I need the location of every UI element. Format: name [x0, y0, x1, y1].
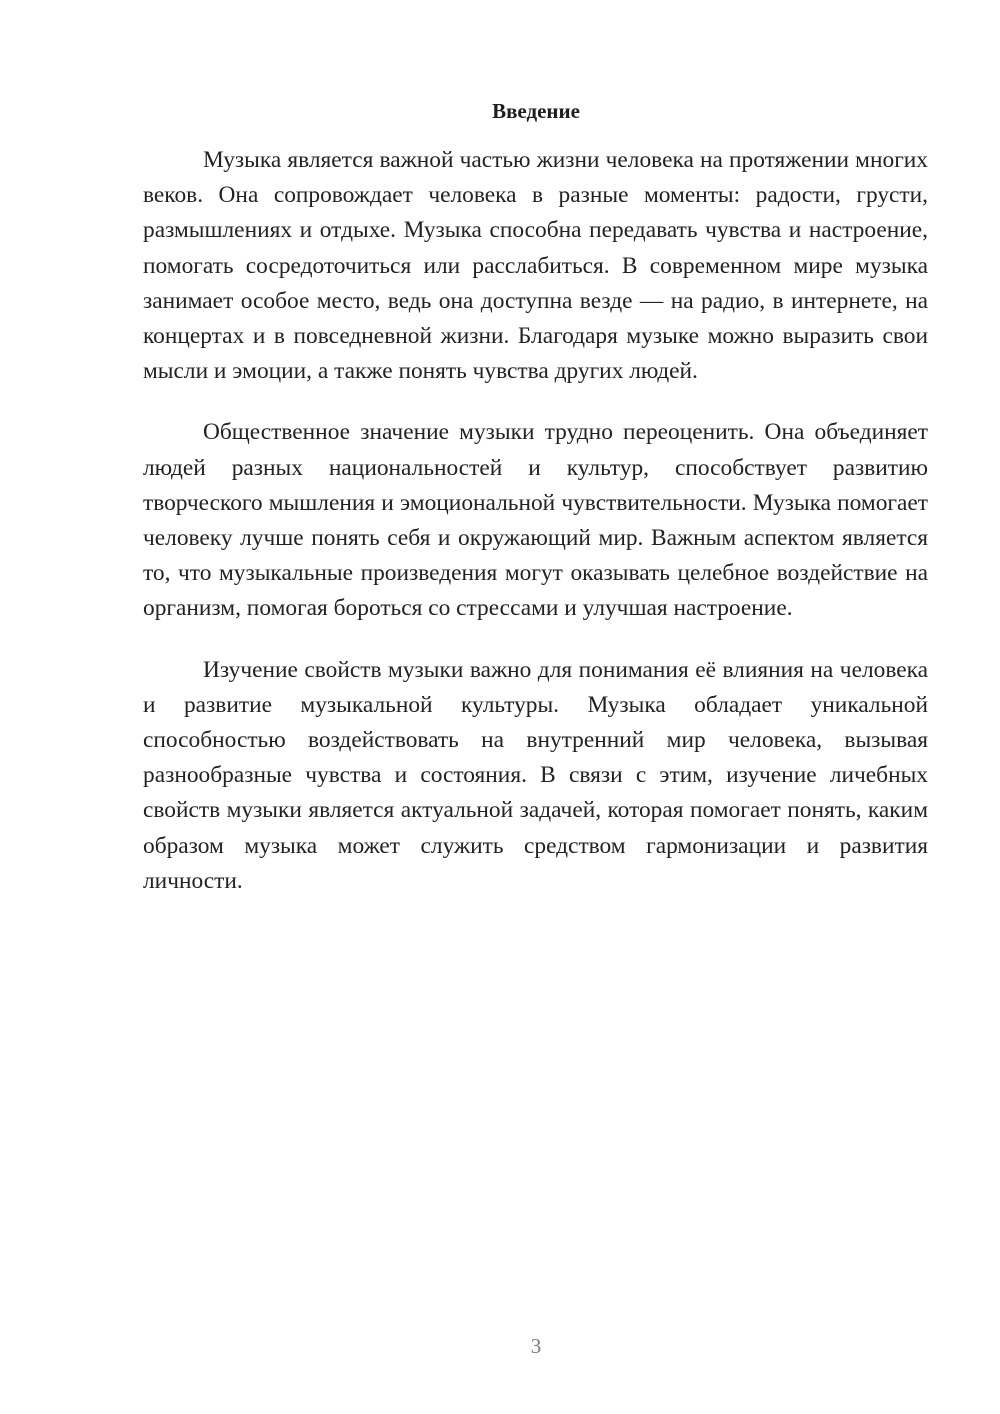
paragraph: Общественное значение музыки трудно переоценить. Она объединяет людей разных национальностей и культур, способствует развитию творческого мышления и эмоциональной чувствительности. Музыка помогает человеку лучше понять себя и окружающий мир. Важным аспектом является то, что музыкальные произведения могут оказывать целебное воздействие на организм, помогая бороться со стрессами и улучшая настроение.: [143, 419, 928, 622]
section-heading: Введение: [492, 99, 580, 123]
paragraph: Музыка является важной частью жизни человека на протяжении многих веков. Она сопровождает человека в разные моменты: радости, грусти, размышлениях и отдыхе. Музыка способна передавать чувства и настроение, помогать сосредоточиться или расслабиться. В современном мире музыка занимает особое место, ведь она доступна везде — на радио, в интернете, на концертах и в повседневной жизни. Благодаря музыке можно выразить свои мысли и эмоции, а также понять чувства других людей.: [143, 147, 928, 385]
paragraph: Изучение свойств музыки важно для понимания её влияния на человека и развитие музыкальной культуры. Музыка обладает уникальной способностью воздействовать на внутренний мир человека, вызывая разнообразные чувства и состояния. В связи с этим, изучение личебных свойств музыки является актуальной задачей, которая помогает понять, каким образом музыка может служить средством гармонизации и развития личности.: [143, 656, 928, 894]
body-text: [143, 143, 928, 925]
page-number: 3: [530, 1334, 542, 1358]
